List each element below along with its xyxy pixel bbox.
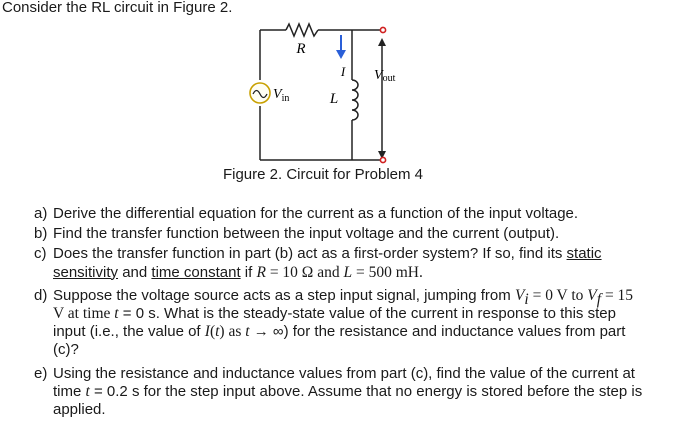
question-text: and	[118, 263, 152, 281]
question-b	[34, 225, 646, 243]
math-t: t	[245, 323, 250, 341]
question-text: Find the transfer function between the input voltage and the current (output).	[53, 225, 560, 243]
output-terminal-bottom	[380, 157, 385, 162]
math-text: = 500 mH.	[352, 263, 423, 281]
math-t: t	[114, 305, 119, 323]
output-terminal-top	[380, 27, 385, 32]
question-text: if	[240, 263, 257, 281]
term-static-sensitivity: static sensitivity	[53, 245, 602, 281]
math-text: = 10 Ω and	[265, 263, 344, 281]
math-V: V	[514, 286, 525, 304]
output-arrow-head-up	[378, 38, 386, 46]
math-sub: i	[524, 290, 529, 308]
question-text: Suppose the voltage source acts as a step input signal, jumping from	[53, 286, 515, 304]
question-text: = 0 s. What is the steady-state value of the current in response to this step input (i.e., the value of	[53, 305, 616, 341]
rl-circuit-diagram	[0, 0, 675, 180]
resistor-label: R	[296, 41, 306, 57]
intro-text: Consider the RL circuit in Figure 2.	[2, 0, 233, 16]
source-label: $V_{in}$	[273, 87, 290, 104]
math-I: I	[204, 323, 210, 341]
inductor-label: L	[329, 91, 339, 107]
math-sub: f	[596, 290, 602, 308]
question-a	[34, 205, 646, 223]
current-label: I	[340, 64, 346, 79]
question-text: Derive the differential equation for the current as a function of the input voltage.	[53, 205, 579, 222]
question-d	[34, 287, 646, 360]
figure-caption: Figure 2. Circuit for Problem 4	[222, 166, 424, 183]
math-t: t	[85, 382, 90, 400]
question-marker: c)	[34, 245, 47, 263]
question-e	[34, 365, 646, 420]
resistor-zigzag	[286, 24, 318, 36]
question-text: Using the resistance and inductance values from part (c), find the value of the current at time	[53, 364, 635, 400]
question-text: = 0.2 s for the step input above. Assume that no energy is stored before the step is applied.	[53, 382, 643, 419]
inductor-coil	[352, 80, 358, 120]
question-text: Does the transfer function in part (b) act as a first-order system? If so, find its	[53, 245, 567, 263]
math-text: = 0 V to	[528, 286, 588, 304]
question-list	[34, 205, 646, 421]
math-L: L	[343, 263, 353, 281]
math-text: = 15 V at time	[53, 286, 634, 323]
question-marker: d)	[34, 286, 48, 304]
math-text: (	[209, 323, 216, 341]
question-text: → ∞) for the resistance and inductance values from part (c)?	[53, 323, 626, 359]
question-marker: a)	[34, 205, 48, 222]
term-time-constant: time constant	[151, 263, 241, 281]
question-marker: e)	[34, 364, 48, 382]
math-text: ) as	[219, 323, 246, 341]
question-c	[34, 245, 646, 281]
math-t: t	[215, 323, 220, 341]
question-marker: b)	[34, 225, 48, 243]
output-label: Vout	[374, 68, 396, 84]
math-V: V	[587, 286, 597, 304]
current-arrow	[336, 35, 346, 59]
math-R: R	[256, 263, 266, 281]
